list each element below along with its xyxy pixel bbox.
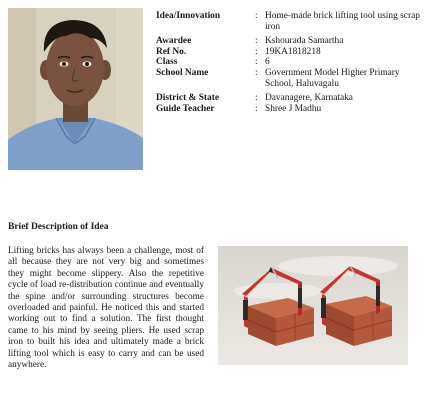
description-heading: Brief Description of Idea (8, 222, 109, 232)
info-value: Government Model Higher Primary School, Haluvagalu (265, 67, 400, 89)
info-separator: : (255, 93, 258, 104)
student-portrait-illustration (8, 8, 143, 170)
info-separator: : (255, 46, 258, 57)
info-separator: : (255, 57, 258, 68)
info-value: Kshourada Samartha (265, 36, 344, 47)
product-photo (218, 246, 408, 365)
info-separator: : (255, 11, 258, 21)
description-text: Lifting bricks has always been a challenge, most of all because they are not very big and sometimes they might become slippery. Also the repetitive cycle of load re-distribution continue and eventually the spine and/or surrounding structures become overloaded and painful. He noticed this and started working out to find a solution. The first thought came to his mind by seeing pliers. He used scrap iron to built his idea and ultimately made a brick lifting tool which is easy to carry and can be used anywhere. (8, 246, 204, 371)
info-separator: : (255, 36, 258, 47)
info-value: Davanagere, Karnataka (265, 93, 353, 104)
info-label: Awardee (156, 36, 192, 47)
student-photo (8, 8, 143, 170)
info-label: Idea/Innovation (156, 11, 221, 21)
info-row-idea (156, 11, 421, 32)
info-row-guide (156, 104, 421, 115)
info-row-class (156, 57, 421, 68)
info-label: District & State (156, 93, 219, 104)
info-label: Guide Teacher (156, 103, 215, 114)
info-value: 6 (265, 57, 270, 68)
info-separator: : (255, 67, 258, 78)
info-value: Home-made brick lifting tool using scrap iron (265, 11, 420, 32)
awardee-info (156, 11, 421, 114)
info-row-ref (156, 47, 421, 58)
info-label: School Name (156, 67, 209, 78)
info-label: Class (156, 57, 178, 68)
info-value: Shree J Madhu (265, 103, 322, 114)
brick-lifting-tool-illustration (218, 246, 408, 365)
info-value: 19KA1818218 (265, 46, 321, 57)
info-row-district (156, 93, 421, 104)
info-label: Ref No. (156, 46, 187, 57)
info-row-school (156, 68, 421, 89)
info-row-awardee (156, 36, 421, 47)
info-separator: : (255, 103, 258, 114)
